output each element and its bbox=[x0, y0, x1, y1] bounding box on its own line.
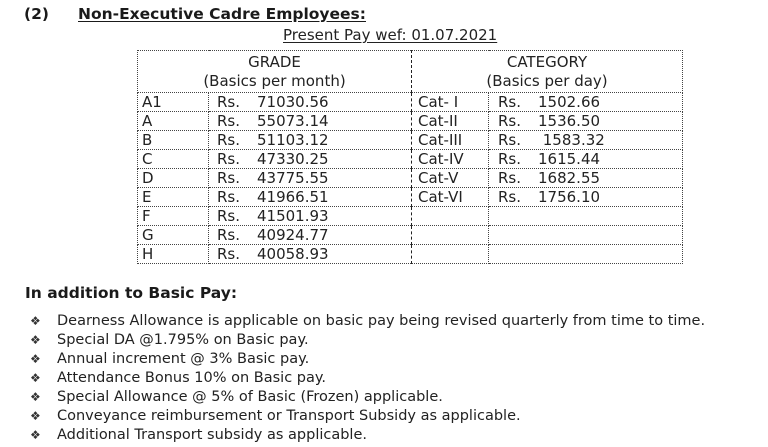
category-amount-cell bbox=[489, 207, 683, 226]
currency-label: Rs. bbox=[217, 112, 241, 130]
grade-cell: A bbox=[138, 112, 209, 131]
grade-cell: D bbox=[138, 169, 209, 188]
grade-amount-cell bbox=[209, 245, 412, 264]
additional-heading: In addition to Basic Pay: bbox=[25, 284, 238, 302]
category-amount-cell bbox=[489, 188, 683, 207]
currency-label: Rs. bbox=[498, 112, 522, 130]
currency-label: Rs. bbox=[498, 131, 522, 149]
grade-header-title: GRADE bbox=[248, 53, 301, 71]
grade-amount-cell bbox=[209, 207, 412, 226]
grade-header-subtitle: (Basics per month) bbox=[203, 72, 346, 90]
category-amount-value: 1682.55 bbox=[538, 169, 601, 187]
category-amount-cell bbox=[489, 169, 683, 188]
category-amount-value: 1502.66 bbox=[538, 93, 601, 111]
grade-cell: C bbox=[138, 150, 209, 169]
list-item-text: Dearness Allowance is applicable on basic pay being revised quarterly from time to time. bbox=[57, 313, 706, 329]
category-amount-cell bbox=[489, 131, 683, 150]
list-item-text: Additional Transport subsidy as applicable. bbox=[57, 427, 367, 443]
diamond-bullet-icon: ❖ bbox=[30, 352, 41, 366]
diamond-bullet-icon: ❖ bbox=[30, 390, 41, 404]
category-amount-cell bbox=[489, 150, 683, 169]
list-item bbox=[0, 331, 705, 350]
list-item-text: Attendance Bonus 10% on Basic pay. bbox=[57, 370, 327, 386]
list-item bbox=[0, 350, 705, 369]
grade-amount-cell bbox=[209, 131, 412, 150]
grade-amount-value: 43775.55 bbox=[257, 169, 329, 187]
diamond-bullet-icon: ❖ bbox=[30, 428, 41, 442]
currency-label: Rs. bbox=[217, 226, 241, 244]
currency-label: Rs. bbox=[498, 169, 522, 187]
grade-amount-value: 41966.51 bbox=[257, 188, 329, 206]
grade-cell: B bbox=[138, 131, 209, 150]
currency-label: Rs. bbox=[217, 245, 241, 263]
grade-amount-cell bbox=[209, 169, 412, 188]
category-cell: Cat-VI bbox=[412, 188, 489, 207]
diamond-bullet-icon: ❖ bbox=[30, 314, 41, 328]
currency-label: Rs. bbox=[217, 169, 241, 187]
table-row bbox=[138, 131, 683, 150]
currency-label: Rs. bbox=[217, 188, 241, 206]
category-cell bbox=[412, 226, 489, 245]
category-amount-cell bbox=[489, 245, 683, 264]
currency-label: Rs. bbox=[217, 131, 241, 149]
currency-label: Rs. bbox=[498, 188, 522, 206]
category-cell bbox=[412, 245, 489, 264]
list-item-text: Special Allowance @ 5% of Basic (Frozen) applicable. bbox=[57, 389, 443, 405]
category-cell: Cat-III bbox=[412, 131, 489, 150]
diamond-bullet-icon: ❖ bbox=[30, 409, 41, 423]
category-cell: Cat-II bbox=[412, 112, 489, 131]
currency-label: Rs. bbox=[498, 93, 522, 111]
grade-cell: G bbox=[138, 226, 209, 245]
list-item bbox=[0, 388, 705, 407]
section-number: (2) bbox=[24, 5, 49, 23]
list-item bbox=[0, 312, 705, 331]
grade-amount-value: 41501.93 bbox=[257, 207, 329, 225]
grade-amount-value: 47330.25 bbox=[257, 150, 329, 168]
grade-cell: H bbox=[138, 245, 209, 264]
grade-header bbox=[138, 51, 412, 93]
category-amount-cell bbox=[489, 112, 683, 131]
category-header-title: CATEGORY bbox=[506, 53, 588, 71]
category-amount-value: 1756.10 bbox=[538, 188, 601, 206]
grade-amount-value: 55073.14 bbox=[257, 112, 329, 130]
grade-amount-cell bbox=[209, 112, 412, 131]
category-amount-cell bbox=[489, 226, 683, 245]
category-amount-value: 1536.50 bbox=[538, 112, 601, 130]
list-item bbox=[0, 369, 705, 388]
category-cell: Cat-V bbox=[412, 169, 489, 188]
table-row bbox=[138, 150, 683, 169]
category-amount-value: 1583.32 bbox=[538, 131, 605, 149]
diamond-bullet-icon: ❖ bbox=[30, 333, 41, 347]
list-item-text: Annual increment @ 3% Basic pay. bbox=[57, 351, 310, 367]
currency-label: Rs. bbox=[498, 150, 522, 168]
grade-amount-cell bbox=[209, 150, 412, 169]
table-row bbox=[138, 245, 683, 264]
grade-amount-value: 40058.93 bbox=[257, 245, 329, 263]
table-row bbox=[138, 226, 683, 245]
table-header-row bbox=[138, 51, 683, 93]
grade-amount-cell bbox=[209, 226, 412, 245]
grade-cell: F bbox=[138, 207, 209, 226]
diamond-bullet-icon: ❖ bbox=[30, 371, 41, 385]
category-cell: Cat-IV bbox=[412, 150, 489, 169]
grade-amount-cell bbox=[209, 188, 412, 207]
pay-table bbox=[137, 50, 683, 264]
category-cell bbox=[412, 207, 489, 226]
list-item bbox=[0, 407, 705, 426]
category-amount-value: 1615.44 bbox=[538, 150, 601, 168]
table-row bbox=[138, 112, 683, 131]
grade-amount-value: 71030.56 bbox=[257, 93, 329, 111]
table-row bbox=[138, 93, 683, 112]
table-row bbox=[138, 207, 683, 226]
grade-amount-value: 40924.77 bbox=[257, 226, 329, 244]
table-row bbox=[138, 188, 683, 207]
category-amount-cell bbox=[489, 93, 683, 112]
category-cell: Cat- I bbox=[412, 93, 489, 112]
list-item-text: Special DA @1.795% on Basic pay. bbox=[57, 332, 309, 348]
section-title: Non-Executive Cadre Employees: bbox=[78, 5, 366, 23]
grade-amount-value: 51103.12 bbox=[257, 131, 329, 149]
currency-label: Rs. bbox=[217, 207, 241, 225]
list-item bbox=[0, 426, 705, 445]
category-header-subtitle: (Basics per day) bbox=[486, 72, 608, 90]
benefits-list bbox=[0, 312, 705, 445]
currency-label: Rs. bbox=[217, 93, 241, 111]
grade-amount-cell bbox=[209, 93, 412, 112]
grade-cell: A1 bbox=[138, 93, 209, 112]
list-item-text: Conveyance reimbursement or Transport Subsidy as applicable. bbox=[57, 408, 521, 424]
grade-cell: E bbox=[138, 188, 209, 207]
currency-label: Rs. bbox=[217, 150, 241, 168]
table-row bbox=[138, 169, 683, 188]
category-header bbox=[412, 51, 683, 93]
present-pay-subtitle: Present Pay wef: 01.07.2021 bbox=[283, 26, 498, 44]
